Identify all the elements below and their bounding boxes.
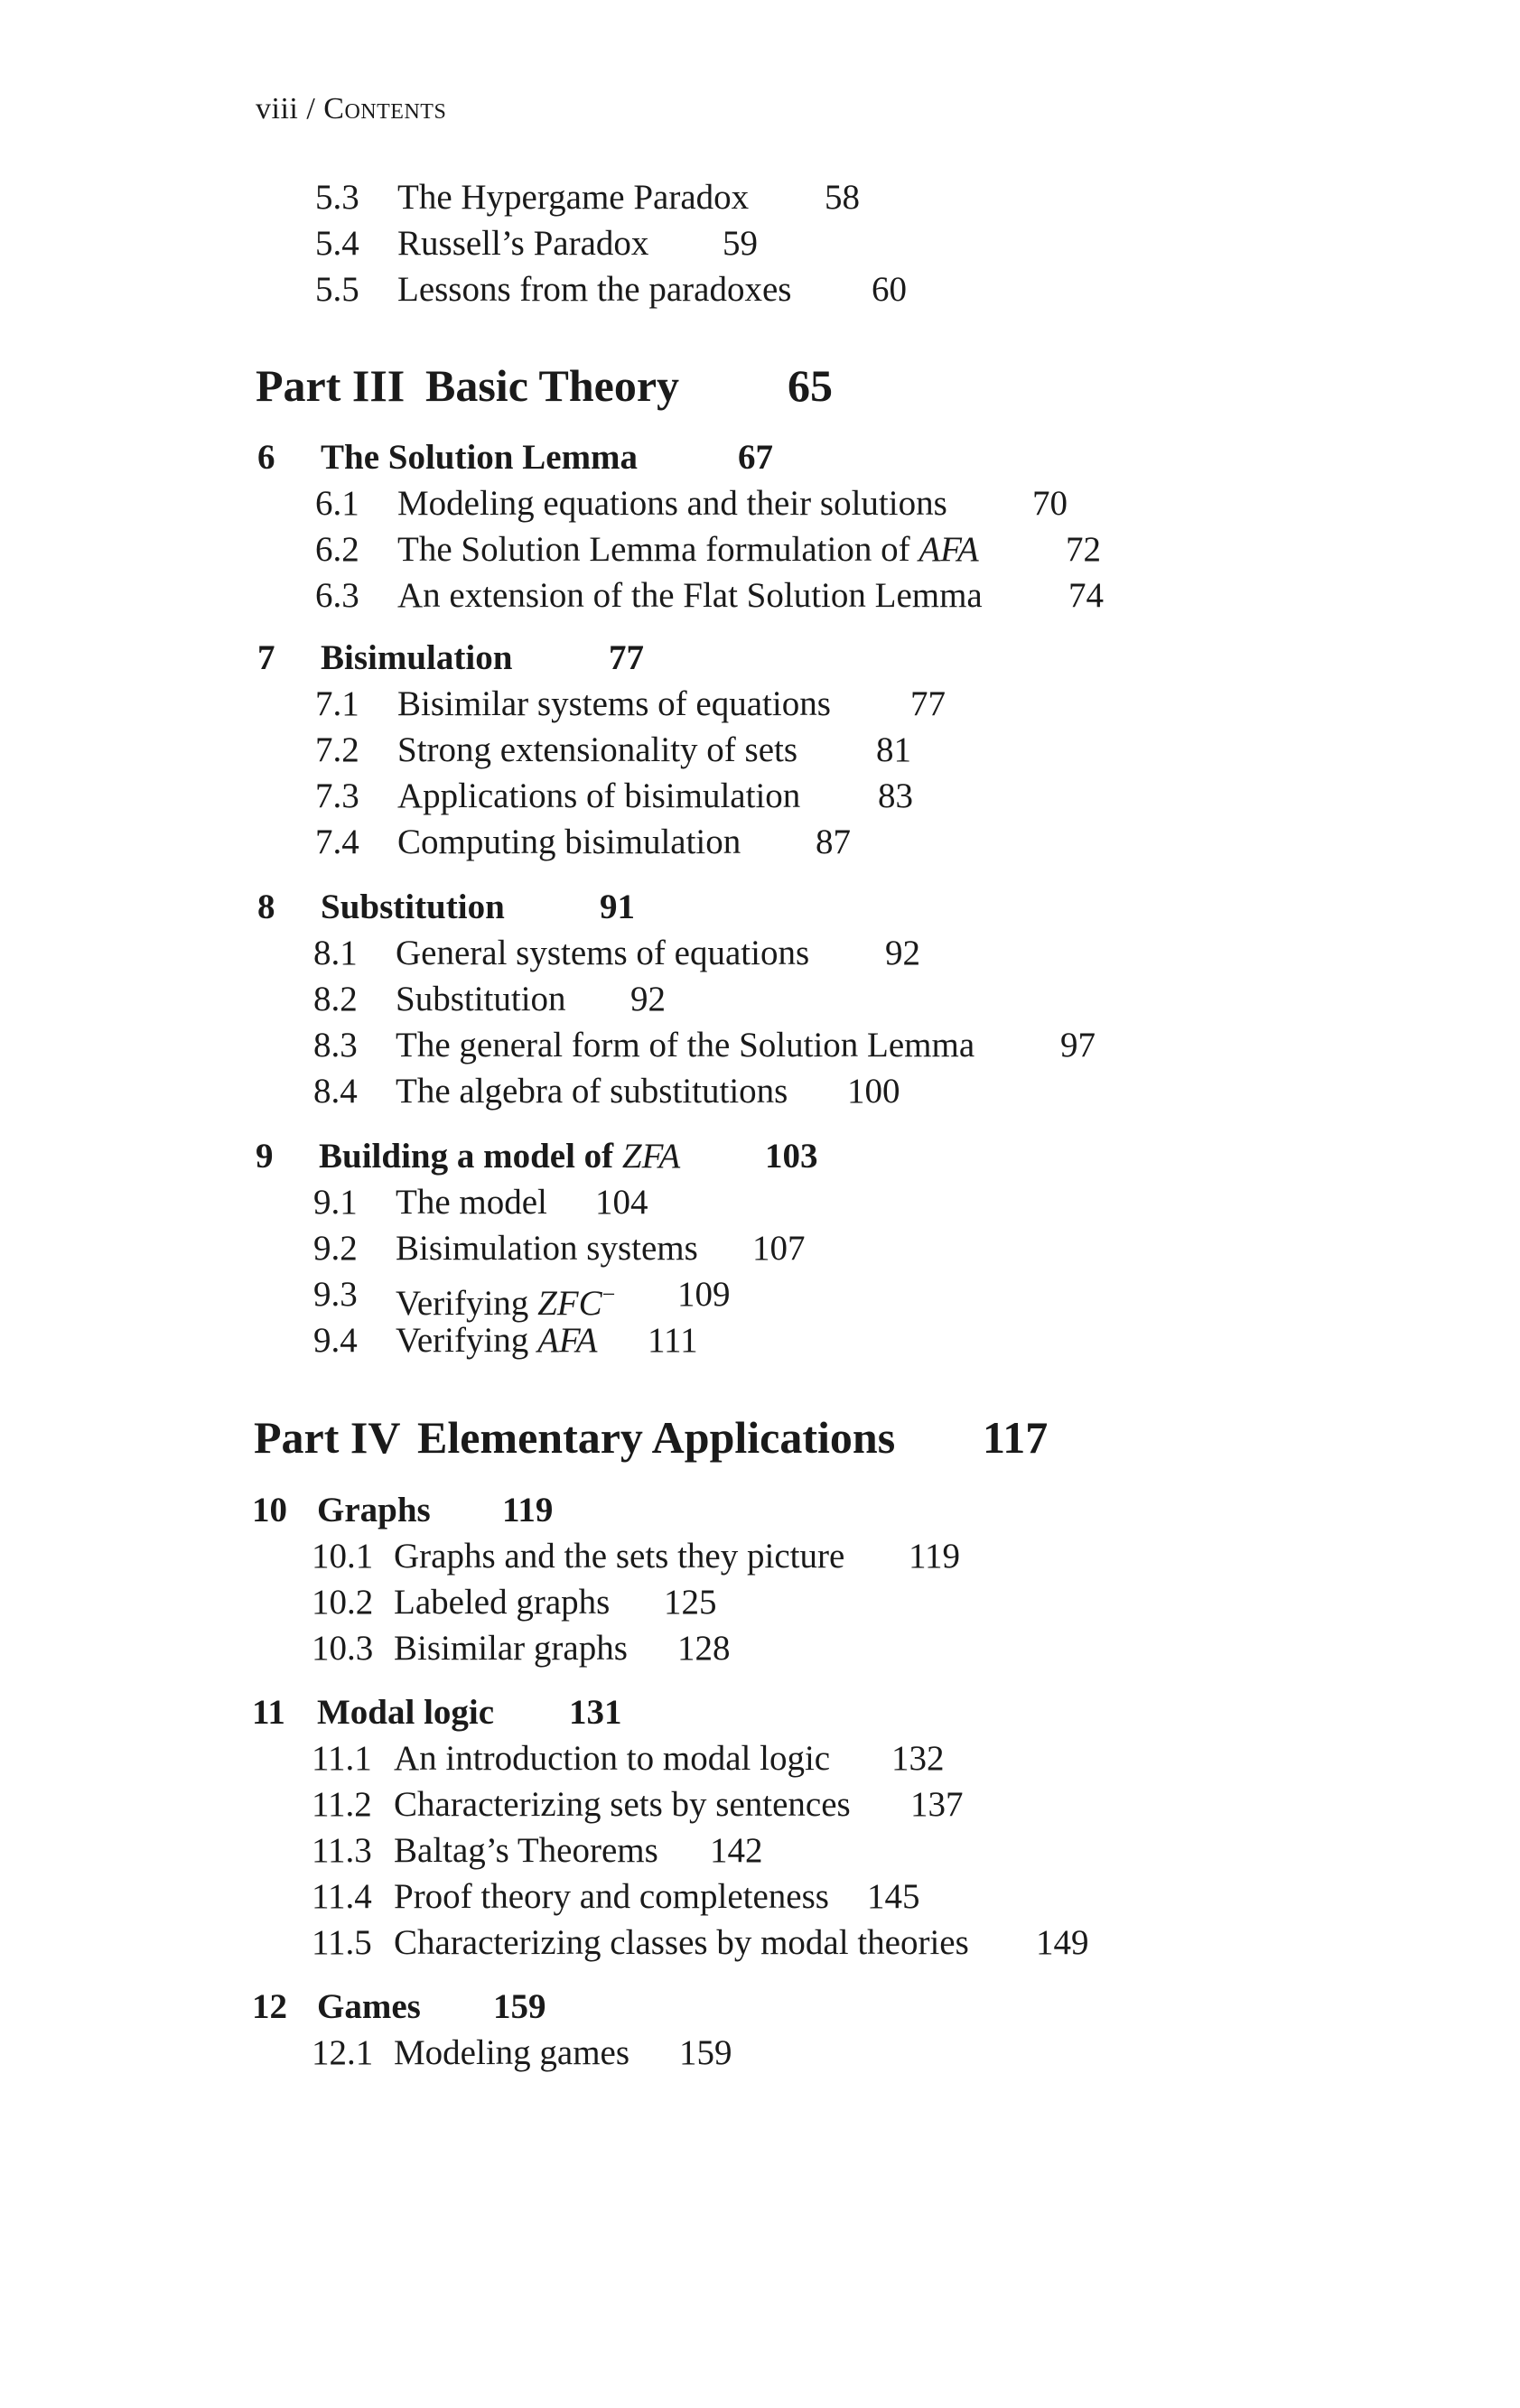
chapter-number: 10	[252, 1491, 287, 1529]
section-page: 92	[885, 934, 920, 972]
section-page: 100	[847, 1072, 900, 1111]
chapter-page: 77	[609, 638, 644, 677]
section-page: 137	[910, 1785, 964, 1824]
section-title	[396, 1274, 615, 1325]
section-number: 11.3	[312, 1831, 372, 1870]
section-number: 7.3	[315, 776, 359, 815]
section-title: Bisimulation systems	[396, 1229, 698, 1268]
chapter-page: 131	[569, 1693, 622, 1732]
section-title-math: AFA	[919, 530, 979, 569]
chapter-title: Graphs	[317, 1491, 431, 1529]
section-title: An introduction to modal logic	[394, 1739, 831, 1778]
folio: viii	[256, 92, 299, 126]
section-page: 109	[677, 1275, 731, 1314]
chapter-page: 103	[765, 1137, 818, 1176]
section-page: 149	[1036, 1923, 1089, 1962]
section-title: Bisimilar graphs	[394, 1629, 628, 1668]
section-title: Computing bisimulation	[397, 823, 741, 861]
chapter-number: 7	[257, 638, 275, 677]
chapter-title: Bisimulation	[321, 638, 513, 677]
section-title: The algebra of substitutions	[396, 1072, 788, 1111]
section-page: 72	[1066, 530, 1101, 569]
section-title: Modeling games	[394, 2033, 630, 2072]
section-title: The Hypergame Paradox	[397, 178, 750, 217]
section-title: Characterizing sets by sentences	[394, 1785, 851, 1824]
chapter-page: 91	[600, 888, 635, 926]
section-number: 11.4	[312, 1877, 372, 1916]
section-page: 60	[872, 270, 907, 309]
section-page: 107	[752, 1229, 806, 1268]
chapter-title-text: Building a model of	[319, 1137, 622, 1176]
section-page: 70	[1032, 484, 1068, 523]
chapter-title	[319, 1136, 680, 1177]
running-head	[256, 92, 446, 126]
section-number: 10.3	[312, 1629, 374, 1668]
section-page: 81	[876, 730, 911, 769]
section-title: Applications of bisimulation	[397, 776, 801, 815]
section-page: 125	[664, 1583, 717, 1622]
section-number: 8.3	[313, 1026, 358, 1065]
chapter-number: 6	[257, 438, 275, 477]
section-number: 7.2	[315, 730, 359, 769]
part-label: Part III	[256, 360, 406, 411]
section-number: 10.2	[312, 1583, 374, 1622]
section-number: 7.1	[315, 684, 359, 723]
chapter-title: The Solution Lemma	[321, 438, 639, 477]
section-number: 9.2	[313, 1229, 358, 1268]
section-title: Substitution	[396, 980, 566, 1018]
section-title: Labeled graphs	[394, 1583, 611, 1622]
section-page: 77	[910, 684, 946, 723]
part-title: Basic Theory	[425, 360, 680, 411]
section-page: 104	[595, 1183, 648, 1222]
section-title-math: ZFC	[537, 1284, 602, 1323]
section-number: 6.3	[315, 576, 359, 615]
chapter-page: 159	[493, 1987, 546, 2026]
section-page: 92	[630, 980, 666, 1018]
section-page: 111	[648, 1321, 698, 1360]
section-title: Modeling equations and their solutions	[397, 484, 947, 523]
section-title-superscript: −	[601, 1281, 616, 1307]
section-title: Proof theory and completeness	[394, 1877, 829, 1916]
section-number: 10.1	[312, 1537, 374, 1576]
chapter-title-math: ZFA	[621, 1137, 681, 1176]
section-page: 97	[1060, 1026, 1096, 1065]
section-number: 6.2	[315, 530, 359, 569]
section-title: Lessons from the paradoxes	[397, 270, 792, 309]
section-page: 83	[878, 776, 913, 815]
section-title: The general form of the Solution Lemma	[396, 1026, 975, 1065]
section-number: 9.1	[313, 1183, 358, 1222]
section-title: An extension of the Flat Solution Lemma	[397, 576, 983, 615]
section-page: 119	[909, 1537, 961, 1576]
section-title: Bisimilar systems of equations	[397, 684, 831, 723]
section-title: Characterizing classes by modal theories	[394, 1923, 969, 1962]
section-number: 11.1	[312, 1739, 372, 1778]
section-page: 145	[867, 1877, 920, 1916]
section-number: 5.3	[315, 178, 359, 217]
section-page: 59	[723, 224, 758, 263]
part-page: 117	[983, 1412, 1049, 1463]
section-page: 159	[679, 2033, 732, 2072]
section-number: 12.1	[312, 2033, 374, 2072]
section-title	[396, 1320, 598, 1362]
chapter-number: 8	[257, 888, 275, 926]
chapter-number: 9	[256, 1137, 274, 1176]
part-page: 65	[788, 360, 833, 411]
section-page: 58	[825, 178, 860, 217]
section-number: 9.3	[313, 1275, 358, 1314]
section-number: 9.4	[313, 1321, 358, 1360]
section-number: 11.2	[312, 1785, 372, 1824]
section-title-text: Verifying	[396, 1321, 538, 1360]
section-title: General systems of equations	[396, 934, 810, 972]
chapter-title: Modal logic	[317, 1693, 495, 1732]
section-title-text: Verifying	[396, 1284, 538, 1323]
section-page: 128	[677, 1629, 731, 1668]
part-title: Elementary Applications	[417, 1412, 896, 1463]
running-head-separator: /	[306, 92, 316, 126]
section-number: 11.5	[312, 1923, 372, 1962]
chapter-title: Games	[317, 1987, 421, 2026]
chapter-page: 67	[738, 438, 773, 477]
section-title: The model	[396, 1183, 547, 1222]
chapter-number: 12	[252, 1987, 287, 2026]
section-page: 74	[1068, 576, 1104, 615]
section-number: 8.4	[313, 1072, 358, 1111]
section-number: 5.4	[315, 224, 359, 263]
section-title: Russell’s Paradox	[397, 224, 649, 263]
section-number: 5.5	[315, 270, 359, 309]
section-number: 8.2	[313, 980, 358, 1018]
section-title-text: The Solution Lemma formulation of	[397, 530, 919, 569]
chapter-title: Substitution	[321, 888, 505, 926]
section-page: 132	[891, 1739, 945, 1778]
chapter-page: 119	[502, 1491, 554, 1529]
section-title: Baltag’s Theorems	[394, 1831, 658, 1870]
section-page: 142	[710, 1831, 763, 1870]
section-title: Graphs and the sets they picture	[394, 1537, 845, 1576]
section-number: 7.4	[315, 823, 359, 861]
section-number: 8.1	[313, 934, 358, 972]
section-number: 6.1	[315, 484, 359, 523]
running-head-label: Contents	[323, 92, 447, 126]
section-page: 87	[816, 823, 851, 861]
part-label: Part IV	[254, 1412, 401, 1463]
section-title: Strong extensionality of sets	[397, 730, 798, 769]
chapter-number: 11	[252, 1693, 285, 1732]
section-title-math: AFA	[537, 1321, 598, 1360]
section-title	[397, 529, 979, 571]
